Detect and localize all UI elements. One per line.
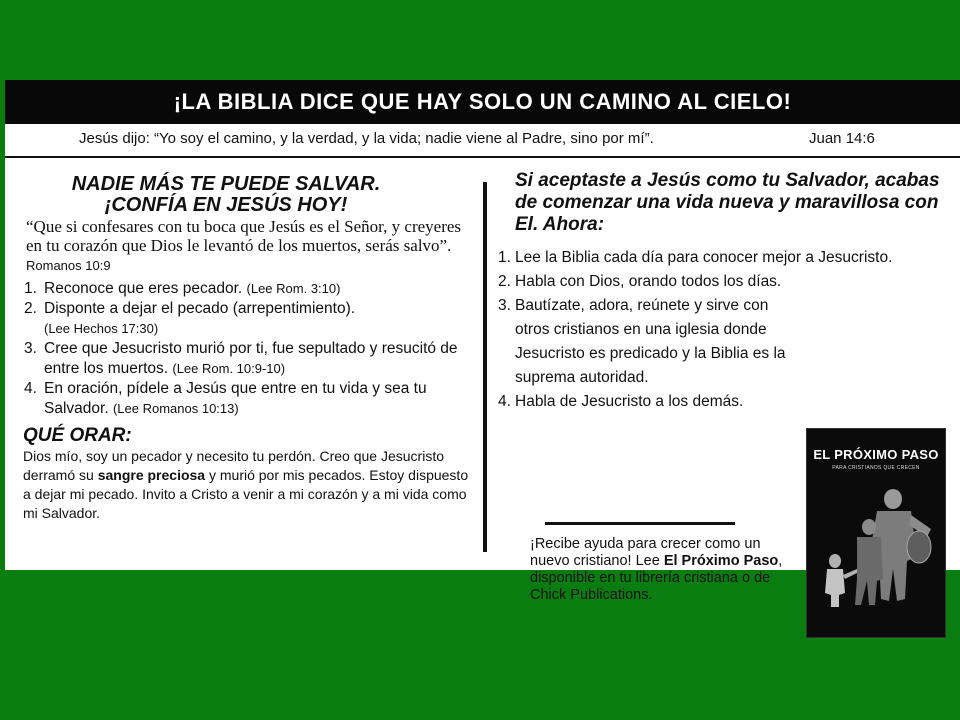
book-cover-title: EL PRÓXIMO PASO [813, 447, 939, 462]
headline: ¡LA BIBLIA DICE QUE HAY SOLO UN CAMINO AL CIELO! [173, 89, 792, 114]
verse-text: “Que si confesares con tu boca que Jesús es el Señor, y creyeres en tu corazón que Dios le levantó de los muertos, serás salvo”. [26, 217, 462, 255]
prayer-emphasis: sangre preciosa [97, 467, 206, 483]
list-item: 3. Bautízate, adora, reúnete y sirve con otros cristianos en una iglesia donde Jesucristo es predicado y la Biblia es la suprema autoridad. [498, 297, 786, 386]
list-item: 1. Reconoce que eres pecador. (Lee Rom. 3:10) [24, 280, 341, 297]
column-divider [483, 182, 487, 552]
right-column [493, 170, 953, 414]
quote-reference: Juan 14:6 [809, 130, 875, 147]
book-name: El Próximo Paso [663, 553, 779, 569]
jesus-quote: Jesús dijo: “Yo soy el camino, y la verdad, y la vida; nadie viene al Padre, sino por mí”. [79, 130, 654, 147]
book-cover-image [806, 428, 946, 638]
list-item: 2. Disponte a dejar el pecado (arrepentimiento). (Lee Hechos 17:30) [24, 300, 356, 336]
list-item: 4. En oración, pídele a Jesús que entre en tu vida y sea tu Salvador. (Lee Romanos 10:13) [24, 380, 427, 417]
left-column [21, 174, 471, 523]
romans-verse [26, 217, 471, 275]
quote-row [5, 124, 960, 158]
new-life-steps [493, 246, 953, 414]
left-title-line1: NADIE MÁS TE PUEDE SALVAR. [71, 173, 381, 195]
list-item: 4. Habla de Jesucristo a los demás. [498, 393, 744, 410]
header-bar [5, 80, 960, 124]
book-cover-subtitle: PARA CRISTIANOS QUE CRECEN [832, 465, 920, 471]
verse-reference: Romanos 10:9 [26, 258, 111, 273]
gospel-tract [5, 80, 960, 603]
prayer-text: Dios mío, soy un pecador y necesito tu perdón. Creo que Jesucristo derramó su sangre preciosa y murió por mis pecados. Estoy dispuesto a dejar mi pecado. Invito a Cristo a venir a mi corazón y a mi vida como mi Salvador. [23, 448, 469, 521]
list-item: 2. Habla con Dios, orando todos los días. [498, 273, 782, 290]
prayer-title: QUÉ ORAR: [23, 425, 132, 446]
right-title: Si aceptaste a Jesús como tu Salvador, acabas de comenzar una vida nueva y maravillosa con El. Ahora: [515, 170, 940, 235]
list-item: 1. Lee la Biblia cada día para conocer mejor a Jesucristo. [498, 249, 893, 266]
salvation-steps [21, 279, 471, 419]
book-promo: ¡Recibe ayuda para crecer como un nuevo cristiano! Lee El Próximo Paso, disponible en tu librería cristiana o de Chick Publications. [530, 536, 783, 603]
section-rule [545, 522, 735, 525]
left-title-line2: ¡CONFÍA EN JESÚS HOY! [104, 194, 348, 216]
list-item: 3. Cree que Jesucristo murió por ti, fue sepultado y resucitó de entre los muertos. (Lee Rom. 10:9-10) [24, 340, 458, 377]
